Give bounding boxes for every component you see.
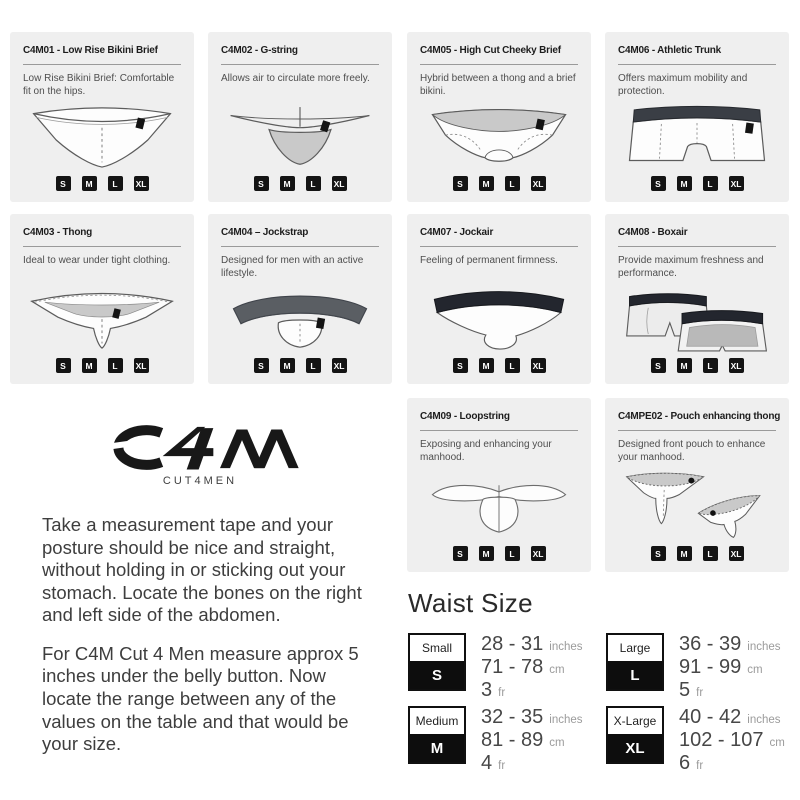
size-entry-medium (408, 706, 583, 777)
unit-inches: inches (747, 714, 781, 726)
size-entry-large (606, 633, 781, 704)
size-badge-xl: XL (134, 358, 149, 373)
divider (420, 430, 578, 431)
brand-block (30, 424, 370, 487)
size-badge-m: M (82, 176, 97, 191)
athletic-trunk-illustration (618, 101, 776, 175)
fr-value: 3 (481, 679, 493, 701)
cm-range: 102 - 107 (679, 729, 764, 751)
size-letter: L (608, 661, 662, 689)
size-badge-s: S (254, 358, 269, 373)
divider (618, 246, 776, 247)
product-description: Provide maximum freshness and performance. (618, 255, 764, 279)
inches-range: 36 - 39 (679, 633, 742, 655)
size-badge-l: L (703, 176, 718, 191)
size-badge-l: L (306, 358, 321, 373)
product-description: Designed front pouch to enhance your manhood. (618, 439, 766, 463)
size-badge-s: S (56, 176, 71, 191)
size-badge-xl: XL (332, 358, 347, 373)
measurement-instructions (42, 514, 372, 756)
product-card-c4m07 (407, 214, 591, 384)
size-badge-s: S (453, 358, 468, 373)
size-badge-l: L (703, 546, 718, 561)
size-badge-s: S (56, 358, 71, 373)
product-card-c4m02 (208, 32, 392, 202)
size-values (679, 706, 785, 777)
high-cut-cheeky-brief-illustration (420, 101, 578, 175)
unit-cm: cm (769, 737, 785, 749)
detail-dot (688, 478, 694, 484)
product-title: C4M01 - Low Rise Bikini Brief (23, 45, 158, 56)
size-badge-m: M (479, 546, 494, 561)
product-title: C4M07 - Jockair (420, 227, 494, 238)
jockair-illustration (420, 283, 578, 357)
boxair-illustration (618, 283, 776, 357)
product-card-c4m06 (605, 32, 789, 202)
size-label: Small (410, 635, 464, 661)
cm-range: 81 - 89 (481, 729, 544, 751)
size-badges (407, 546, 591, 561)
size-label: X-Large (608, 708, 662, 734)
unit-inches: inches (747, 641, 781, 653)
size-letter: M (410, 734, 464, 762)
product-description: Allows air to circulate more freely. (221, 73, 370, 84)
size-badges (10, 176, 194, 191)
size-entry-small (408, 633, 583, 704)
divider (221, 64, 379, 65)
divider (420, 64, 578, 65)
waist-size-title: Waist Size (408, 588, 533, 618)
product-title: C4M08 - Boxair (618, 227, 688, 238)
fr-value: 6 (679, 752, 691, 774)
size-badge-xl: XL (729, 176, 744, 191)
product-title: C4M03 - Thong (23, 227, 93, 238)
brand-tag (745, 123, 754, 134)
product-card-c4m03 (10, 214, 194, 384)
unit-cm: cm (549, 664, 565, 676)
size-badges (605, 358, 789, 373)
size-badge-xl: XL (531, 176, 546, 191)
size-badge-m: M (82, 358, 97, 373)
size-badge-l: L (505, 546, 520, 561)
product-description: Feeling of permanent firmness. (420, 255, 558, 266)
pouch-enhancing-thong-illustration (618, 467, 776, 541)
size-badge-m: M (280, 176, 295, 191)
size-letter: XL (608, 734, 662, 762)
product-title: C4MPE02 - Pouch enhancing thong (618, 411, 781, 422)
product-card-c4m04 (208, 214, 392, 384)
size-badge-m: M (677, 358, 692, 373)
product-card-c4m08 (605, 214, 789, 384)
unit-fr: fr (498, 687, 506, 699)
brand-subtext: CUT4MEN (162, 475, 238, 487)
size-badges (407, 358, 591, 373)
size-badge-s: S (651, 546, 666, 561)
size-badge-xl: XL (531, 358, 546, 373)
size-badge-l: L (306, 176, 321, 191)
thong-illustration (23, 283, 181, 357)
size-letter: S (410, 661, 464, 689)
product-title: C4M09 - Loopstring (420, 411, 510, 422)
size-badge-m: M (677, 546, 692, 561)
divider (618, 64, 776, 65)
inches-range: 40 - 42 (679, 706, 742, 728)
brand-tag (316, 318, 325, 329)
unit-fr: fr (498, 760, 506, 772)
size-label: Medium (410, 708, 464, 734)
size-box-small (408, 633, 466, 691)
inches-range: 28 - 31 (481, 633, 544, 655)
unit-fr: fr (696, 687, 704, 699)
size-badge-l: L (108, 358, 123, 373)
size-box-x-large (606, 706, 664, 764)
size-badge-m: M (479, 176, 494, 191)
loopstring-illustration (420, 467, 578, 541)
instructions-paragraph-1: Take a measurement tape and your posture should be nice and straight, without holding in or sticking out your stomach. Locate the bones on the right and left side of the abdomen. (42, 514, 362, 626)
cm-range: 91 - 99 (679, 656, 742, 678)
product-description: Low Rise Bikini Brief: Comfortable fit on the hips. (23, 73, 175, 97)
unit-fr: fr (696, 760, 704, 772)
size-badges (208, 176, 392, 191)
size-badge-l: L (108, 176, 123, 191)
product-card-c4m05 (407, 32, 591, 202)
divider (618, 430, 776, 431)
fr-value: 5 (679, 679, 691, 701)
product-description: Offers maximum mobility and protection. (618, 73, 748, 97)
size-badge-s: S (254, 176, 269, 191)
size-values (481, 706, 583, 777)
product-card-c4mpe02 (605, 398, 789, 572)
size-badge-l: L (505, 358, 520, 373)
size-badge-s: S (453, 546, 468, 561)
size-badges (10, 358, 194, 373)
inches-range: 32 - 35 (481, 706, 544, 728)
g-string-illustration (221, 101, 379, 175)
size-badge-xl: XL (531, 546, 546, 561)
divider (23, 64, 181, 65)
product-description: Designed for men with an active lifestyle. (221, 255, 364, 279)
size-badge-xl: XL (134, 176, 149, 191)
size-box-large (606, 633, 664, 691)
size-badge-l: L (505, 176, 520, 191)
size-badge-s: S (651, 176, 666, 191)
c4m-logo (30, 424, 370, 471)
product-description: Hybrid between a thong and a brief bikini. (420, 73, 576, 97)
size-badge-s: S (453, 176, 468, 191)
size-badge-m: M (280, 358, 295, 373)
size-badges (605, 546, 789, 561)
size-badge-l: L (703, 358, 718, 373)
product-title: C4M04 – Jockstrap (221, 227, 309, 238)
size-badge-m: M (479, 358, 494, 373)
product-title: C4M02 - G-string (221, 45, 298, 56)
unit-inches: inches (549, 714, 583, 726)
unit-inches: inches (549, 641, 583, 653)
size-badge-s: S (651, 358, 666, 373)
size-badge-xl: XL (729, 358, 744, 373)
unit-cm: cm (747, 664, 763, 676)
product-description: Ideal to wear under tight clothing. (23, 255, 171, 266)
product-title: C4M06 - Athletic Trunk (618, 45, 722, 56)
size-badges (208, 358, 392, 373)
size-badge-m: M (677, 176, 692, 191)
cm-range: 71 - 78 (481, 656, 544, 678)
size-badge-xl: XL (332, 176, 347, 191)
size-badges (407, 176, 591, 191)
divider (420, 246, 578, 247)
product-card-c4m09 (407, 398, 591, 572)
product-description: Exposing and enhancing your manhood. (420, 439, 552, 463)
unit-cm: cm (549, 737, 565, 749)
product-card-c4m01 (10, 32, 194, 202)
product-title: C4M05 - High Cut Cheeky Brief (420, 45, 561, 56)
divider (221, 246, 379, 247)
fr-value: 4 (481, 752, 493, 774)
size-badge-xl: XL (729, 546, 744, 561)
size-label: Large (608, 635, 662, 661)
instructions-paragraph-2: For C4M Cut 4 Men measure approx 5 inches under the belly button. Now locate the range between any of the values on the table and that would be your size. (42, 642, 359, 755)
divider (23, 246, 181, 247)
size-values (679, 633, 781, 704)
size-badges (605, 176, 789, 191)
size-values (481, 633, 583, 704)
size-box-medium (408, 706, 466, 764)
jockstrap-illustration (221, 283, 379, 357)
size-entry-x-large (606, 706, 785, 777)
low-rise-bikini-brief-illustration (23, 101, 181, 175)
